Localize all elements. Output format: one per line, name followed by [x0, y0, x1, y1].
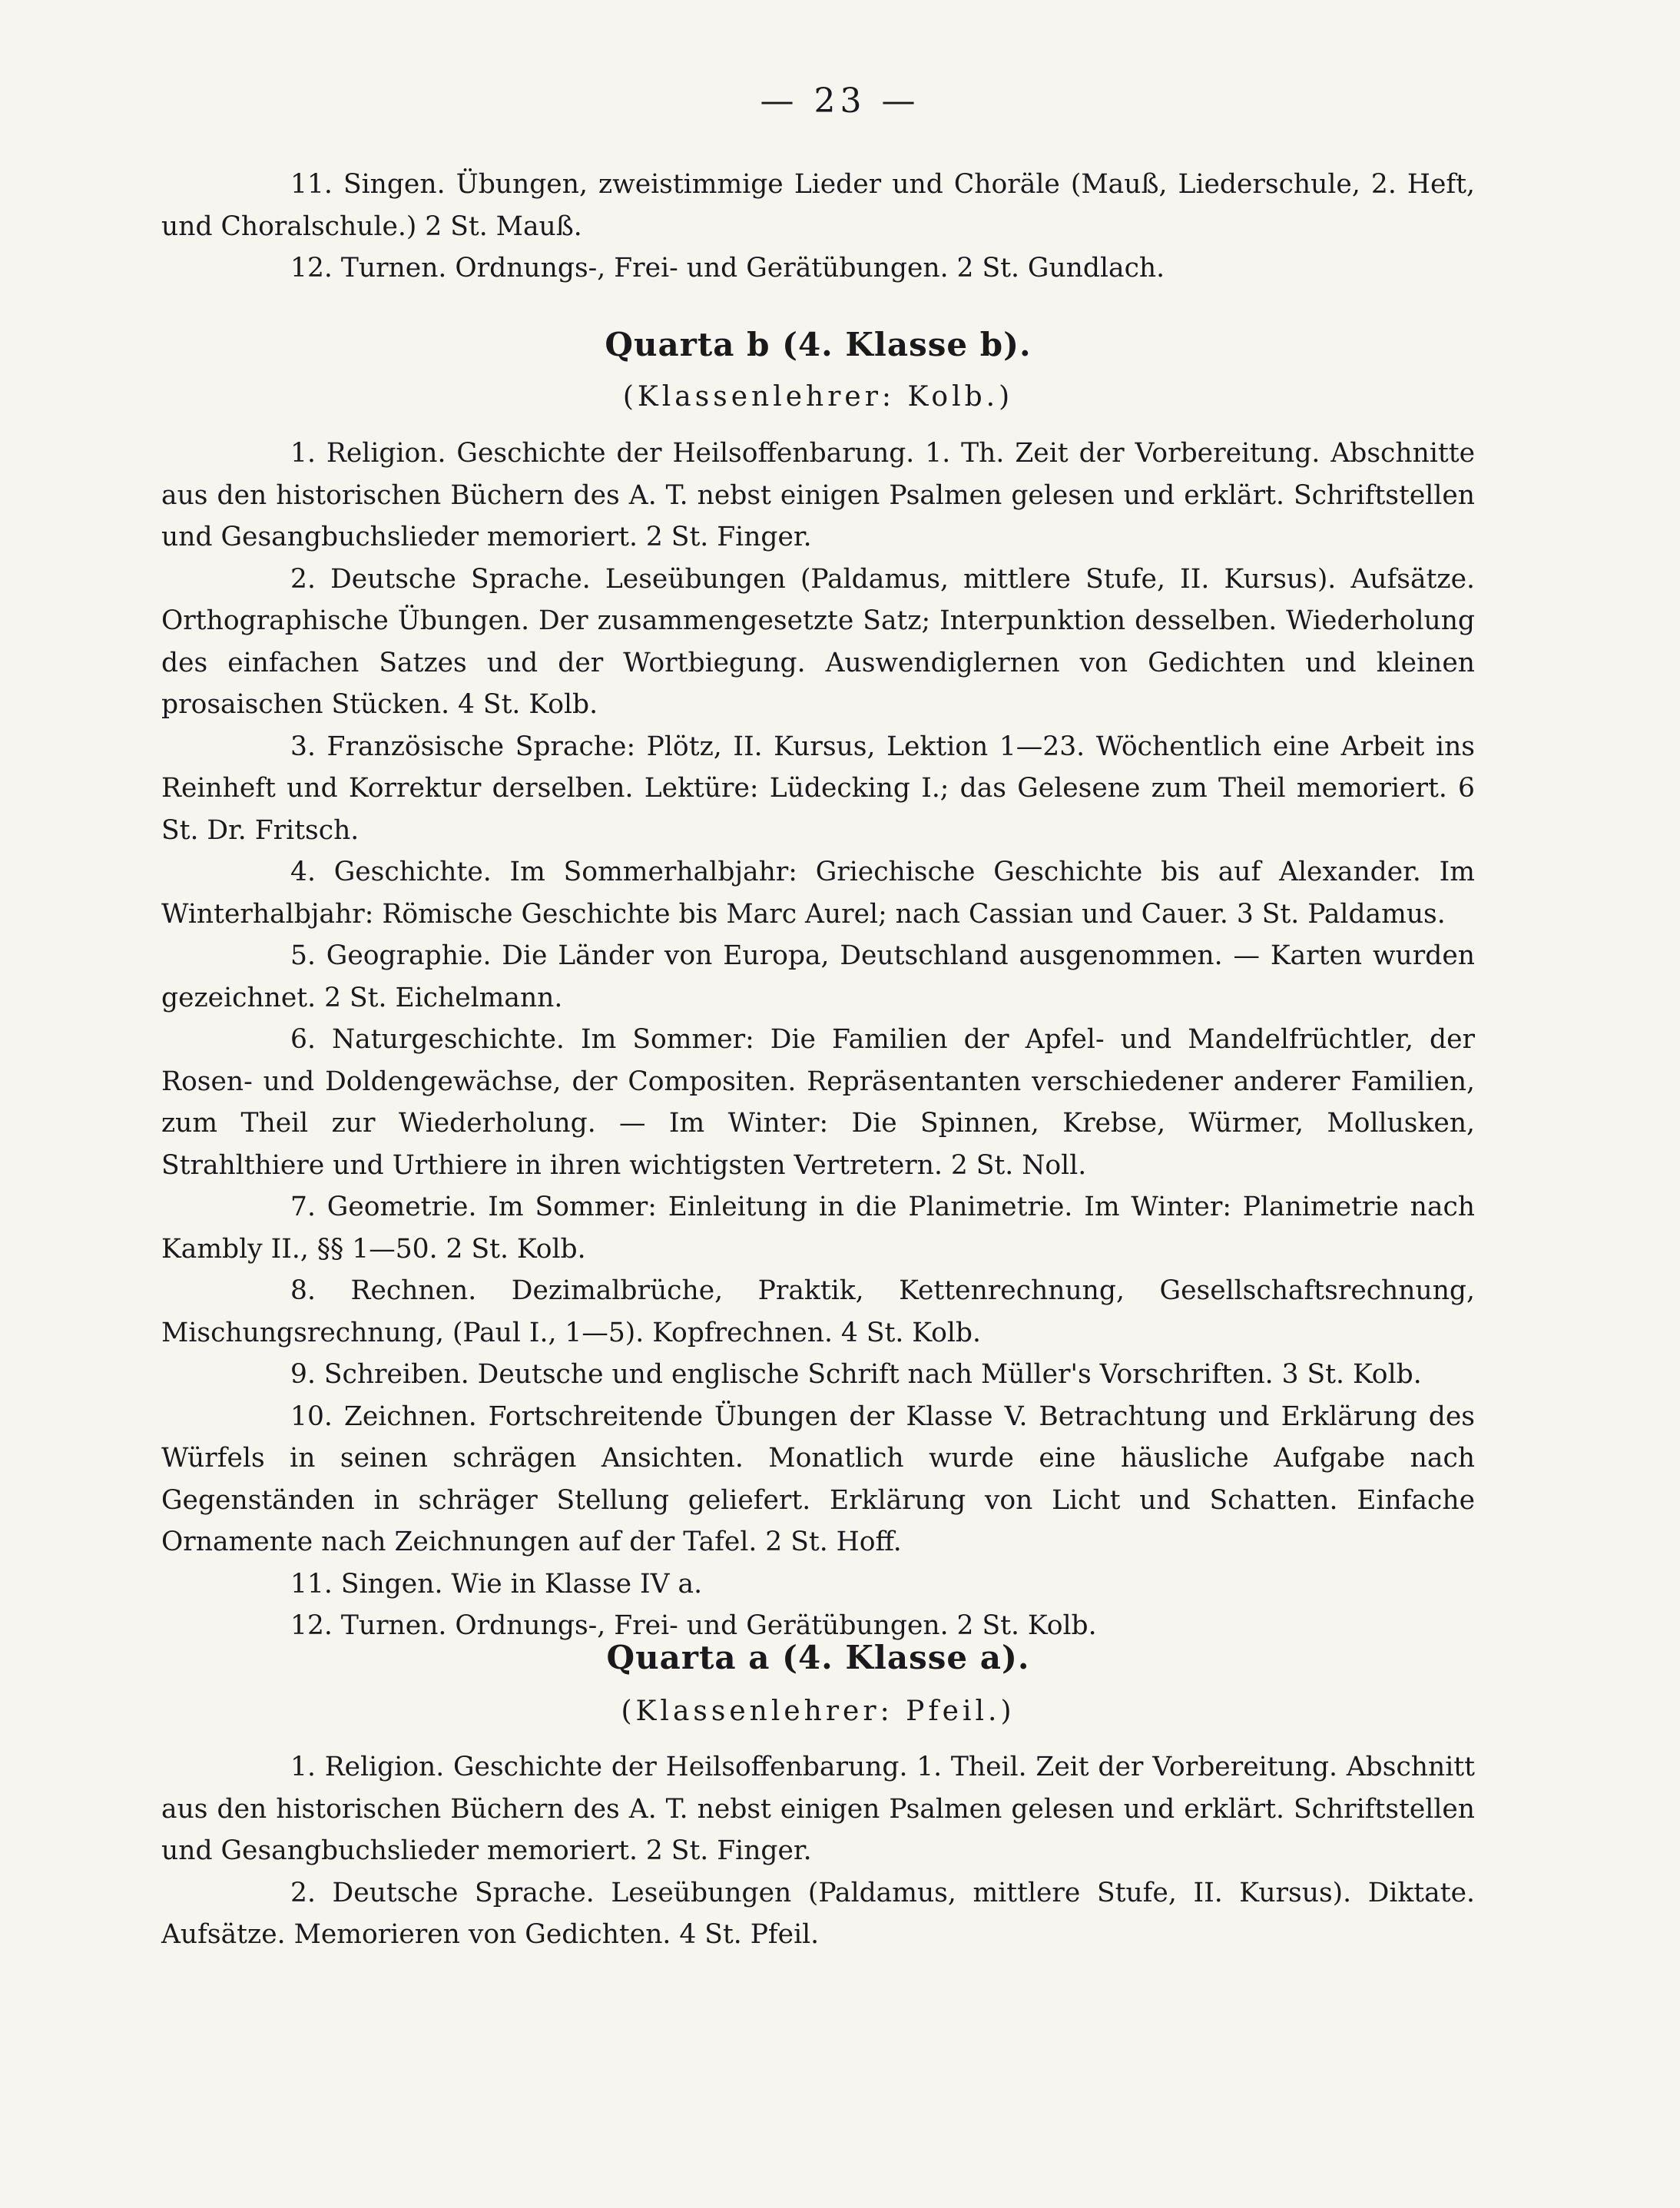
item-natural-history-b: 6. Naturgeschichte. Im Sommer: Die Familien der Apfel- und Mandelfrüchtler, der Rosen- und Doldengewächse, der Compositen. Repräsentanten verschiedener anderer Familien, zum Theil zur Wiederholung. — Im Winter: Die Spinnen, Krebse, Würmer, Mollusken, Strahlthiere und Urthiere in ihren wichtigsten Vertretern. 2 St. Noll. [161, 1024, 1475, 1181]
item-geography-b: 5. Geographie. Die Länder von Europa, Deutschland ausgenommen. — Karten wurden gezeichnet. 2 St. Eichelmann. [161, 940, 1475, 1013]
item-german-a: 2. Deutsche Sprache. Leseübungen (Paldamus, mittlere Stufe, II. Kursus). Diktate. Aufsätze. Memorieren von Gedichten. 4 St. Pfeil. [161, 1877, 1475, 1950]
teacher-line-b-wrap [161, 381, 1475, 413]
paragraph-intro-gymnastics: 12. Turnen. Ordnungs-, Frei- und Gerätübungen. 2 St. Gundlach. [290, 253, 1165, 283]
paragraph-intro-singing: 11. Singen. Übungen, zweistimmige Lieder und Choräle (Mauß, Liederschule, 2. Heft, und Choralschule.) 2 St. Mauß. [161, 169, 1475, 242]
section-quarta-b [161, 326, 1475, 363]
items-quarta-b [161, 433, 1475, 1647]
item-writing-b: 9. Schreiben. Deutsche und englische Schrift nach Müller's Vorschriften. 3 St. Kolb. [290, 1359, 1422, 1390]
item-history-b: 4. Geschichte. Im Sommerhalbjahr: Griechische Geschichte bis auf Alexander. Im Winterhalbjahr: Römische Geschichte bis Marc Aurel; nach Cassian und Cauer. 3 St. Paldamus. [161, 857, 1475, 930]
section-heading-quarta-b: Quarta b (4. Klasse b). [605, 326, 1032, 363]
item-singing-b: 11. Singen. Wie in Klasse IV a. [290, 1568, 703, 1600]
item-gymnastics-b: 12. Turnen. Ordnungs-, Frei- und Gerätübungen. 2 St. Kolb. [290, 1610, 1097, 1641]
page-number: — 23 — [760, 81, 920, 121]
section-quarta-a [161, 1639, 1475, 1676]
item-german-b: 2. Deutsche Sprache. Leseübungen (Paldamus, mittlere Stufe, II. Kursus). Aufsätze. Orthographische Übungen. Der zusammengesetzte Satz; Interpunktion desselben. Wiederholung des einfachen Satzes und der Wortbiegung. Auswendiglernen von Gedichten und kleinen prosaischen Stücken. 4 St. Kolb. [161, 563, 1475, 720]
class-teacher-quarta-b: (Klassenlehrer: Kolb.) [622, 381, 1014, 413]
class-teacher-quarta-a: (Klassenlehrer: Pfeil.) [621, 1696, 1016, 1727]
item-arithmetic-b: 8. Rechnen. Dezimalbrüche, Praktik, Kettenrechnung, Gesellschaftsrechnung, Mischungsrechnung, (Paul I., 1—5). Kopfrechnen. 4 St. Kolb. [161, 1275, 1475, 1348]
item-drawing-b: 10. Zeichnen. Fortschreitende Übungen der Klasse V. Betrachtung und Erklärung des Würfels in seinen schrägen Ansichten. Monatlich wurde eine häusliche Aufgabe nach Gegenständen in schräger Stellung geliefert. Erklärung von Licht und Schatten. Einfache Ornamente nach Zeichnungen auf der Tafel. 2 St. Hoff. [161, 1401, 1475, 1557]
section-heading-quarta-a: Quarta a (4. Klasse a). [606, 1639, 1030, 1676]
intro-block [161, 164, 1475, 290]
item-french-b: 3. Französische Sprache: Plötz, II. Kursus, Lektion 1—23. Wöchentlich eine Arbeit ins Reinheft und Korrektur derselben. Lektüre: Lüdecking I.; das Gelesene zum Theil memoriert. 6 St. Dr. Fritsch. [161, 731, 1475, 846]
teacher-line-a-wrap [161, 1696, 1475, 1727]
items-quarta-a [161, 1746, 1475, 1956]
item-geometry-b: 7. Geometrie. Im Sommer: Einleitung in die Planimetrie. Im Winter: Planimetrie nach Kambly II., §§ 1—50. 2 St. Kolb. [161, 1192, 1475, 1265]
item-religion-b: 1. Religion. Geschichte der Heilsoffenbarung. 1. Th. Zeit der Vorbereitung. Abschnitte aus den historischen Büchern des A. T. nebst einigen Psalmen gelesen und erklärt. Schriftstellen und Gesangbuchslieder memoriert. 2 St. Finger. [161, 438, 1475, 552]
item-religion-a: 1. Religion. Geschichte der Heilsoffenbarung. 1. Theil. Zeit der Vorbereitung. Abschnitt aus den historischen Büchern des A. T. nebst einigen Psalmen gelesen und erklärt. Schriftstellen und Gesangbuchslieder memoriert. 2 St. Finger. [161, 1752, 1475, 1866]
